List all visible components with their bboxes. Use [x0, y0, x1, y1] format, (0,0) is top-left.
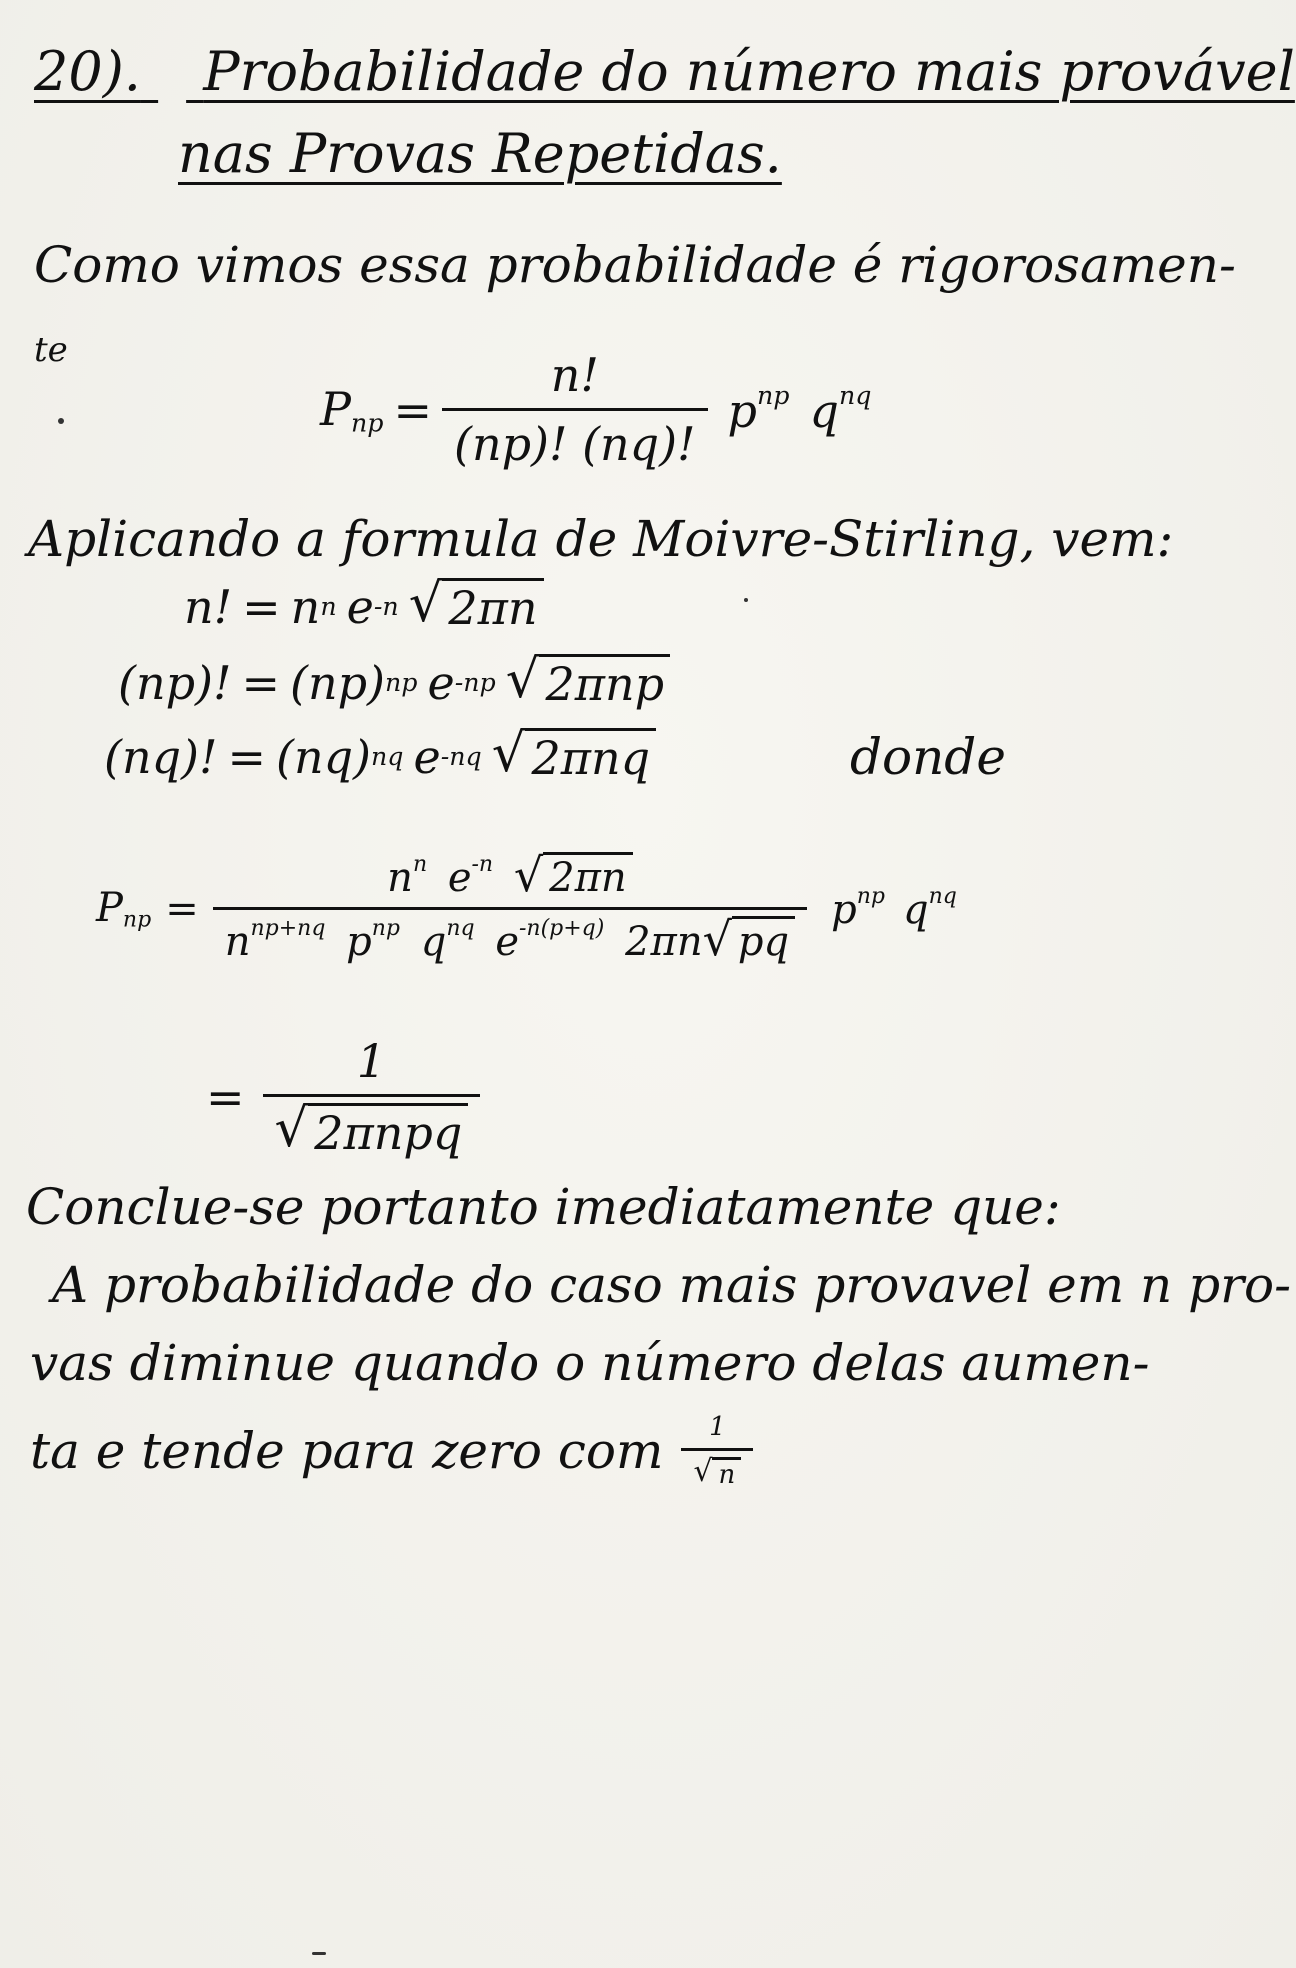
eq2-p-term: $p^{np}$	[831, 884, 885, 933]
stirling-intro: Aplicando a formula de Moivre-Stirling, vem:	[28, 510, 1174, 568]
eq1-fraction	[442, 348, 708, 471]
equation-result: = 1 √ 2πnpq	[206, 1034, 480, 1160]
equation-substituted: $P_{np}$ = $n^n$ $e^{-n}$ √ 2πn $n^{np+nq}$ $p^{np}$ $q^{nq}$ $e^{-n(p+q)}$ 2πn √ pq $p^{np}$ $q^{nq}$	[96, 848, 957, 966]
conclusion-line-4: ta e tende para zero com 1 √ n	[30, 1412, 753, 1490]
section-title-text: Probabilidade do número mais provável	[203, 40, 1295, 103]
stirling-np-factorial: (np)! = (np) np e -np √ 2πnp	[118, 654, 670, 711]
stirling-n-factorial: n! = n n e -n √ 2πn	[184, 578, 544, 635]
ink-speck	[58, 418, 64, 424]
eq2-lhs: $P_{np}$	[96, 884, 152, 933]
section-number: 20).	[34, 40, 141, 103]
ink-speck	[312, 1952, 326, 1955]
section-title-line-1	[34, 40, 1295, 103]
intro-line-1: Como vimos essa probabilidade é rigorosamen-	[34, 236, 1236, 294]
eq2-numerator: $n^n$ $e^{-n}$ √ 2πn	[375, 852, 644, 907]
eq1-p-term: $p^{np}$	[727, 381, 790, 438]
eq1-equals: =	[393, 382, 432, 437]
donde-word: donde	[850, 728, 1006, 786]
equation-exact-probability	[320, 348, 871, 471]
eq3-fraction: 1 √ 2πnpq	[263, 1034, 481, 1160]
conclusion-line-2: A probabilidade do caso mais provavel em n pro-	[52, 1256, 1292, 1314]
conclusion-fraction: 1 √ n	[681, 1412, 753, 1490]
conclusion-line-1: Conclue-se portanto imediatamente que:	[26, 1178, 1061, 1236]
eq1-numerator: n!	[550, 348, 599, 402]
eq2-fraction	[213, 848, 807, 966]
section-title-line-2: nas Provas Repetidas.	[178, 122, 782, 185]
stirling-nq-factorial: (nq)! = (nq) nq e -nq √ 2πnq	[104, 728, 656, 785]
eq2-denominator: $n^{np+nq}$ $p^{np}$ $q^{nq}$ $e^{-n(p+q)}$ 2πn √ pq	[213, 907, 807, 965]
intro-line-2: te	[34, 330, 68, 370]
eq1-denominator: (np)! (nq)!	[442, 408, 708, 471]
eq1-q-term: $q^{nq}$	[809, 381, 872, 438]
ink-speck	[744, 598, 748, 602]
conclusion-line-3: vas diminue quando o número delas aumen-	[30, 1334, 1150, 1392]
eq2-q-term: $q^{nq}$	[902, 884, 957, 933]
eq1-lhs: $P_{np}$	[320, 381, 384, 438]
